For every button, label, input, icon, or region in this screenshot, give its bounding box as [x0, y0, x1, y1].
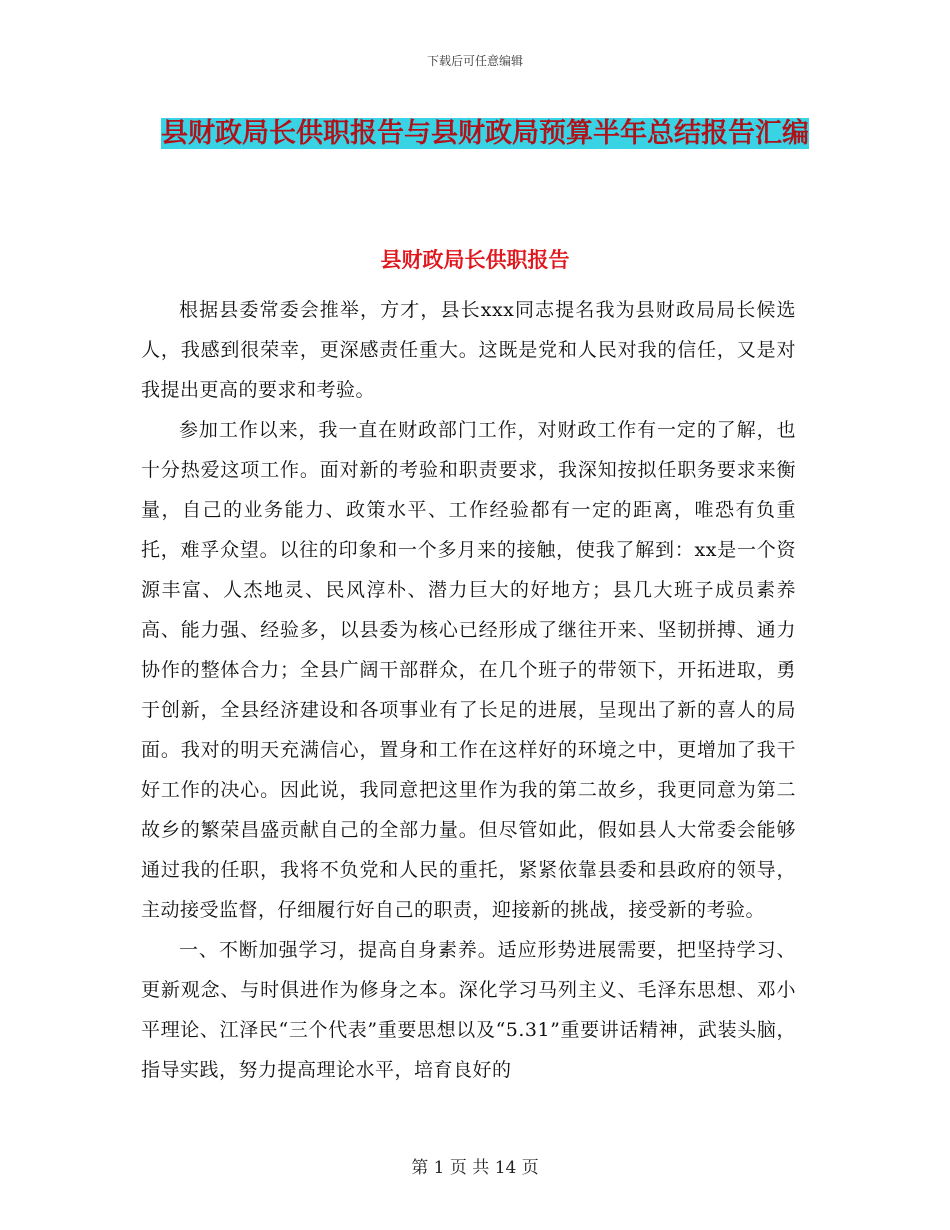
document-body — [141, 290, 796, 1090]
paragraph-1: 根据县委常委会推举，方才，县长xxx同志提名我为县财政局局长候选人，我感到很荣幸，更深感责任重大。这既是党和人民对我的信任，又是对我提出更高的要求和考验。 — [141, 299, 796, 401]
page-header-note: 下载后可任意编辑 — [426, 54, 523, 68]
document-title-text: 县财政局长供职报告与县财政局预算半年总结报告汇编 — [161, 118, 809, 149]
page-number-footer: 第 1 页 共 14 页 — [411, 1158, 539, 1178]
document-title — [160, 110, 810, 158]
paragraph-3: 一、不断加强学习，提高自身素养。适应形势进展需要，把坚持学习、更新观念、与时俱进作为修身之本。深化学习马列主义、毛泽东思想、邓小平理论、江泽民“三个代表”重要思想以及“5.31”重要讲话精神，武装头脑，指导实践，努力提高理论水平，培育良好的 — [141, 939, 796, 1081]
section-title: 县财政局长供职报告 — [380, 247, 570, 272]
paragraph-2: 参加工作以来，我一直在财政部门工作，对财政工作有一定的了解，也十分热爱这项工作。面对新的考验和职责要求，我深知按拟任职务要求来衡量，自己的业务能力、政策水平、工作经验都有一定的距离，唯恐有负重托，难孚众望。以往的印象和一个多月来的接触，使我了解到：xx是一个资源丰富、人杰地灵、民风淳朴、潜力巨大的好地方；县几大班子成员素养高、能力强、经验多，以县委为核心已经形成了继往开来、坚韧拼搏、通力协作的整体合力；全县广阔干部群众，在几个班子的带领下，开拓进取，勇于创新，全县经济建设和各项事业有了长足的进展，呈现出了新的喜人的局面。我对的明天充满信心，置身和工作在这样好的环境之中，更增加了我干好工作的决心。因此说，我同意把这里作为我的第二故乡，我更同意为第二故乡的繁荣昌盛贡献自己的全部力量。但尽管如此，假如县人大常委会能够通过我的任职，我将不负党和人民的重托，紧紧依靠县委和县政府的领导，主动接受监督，仔细履行好自己的职责，迎接新的挑战，接受新的考验。 — [141, 419, 796, 921]
